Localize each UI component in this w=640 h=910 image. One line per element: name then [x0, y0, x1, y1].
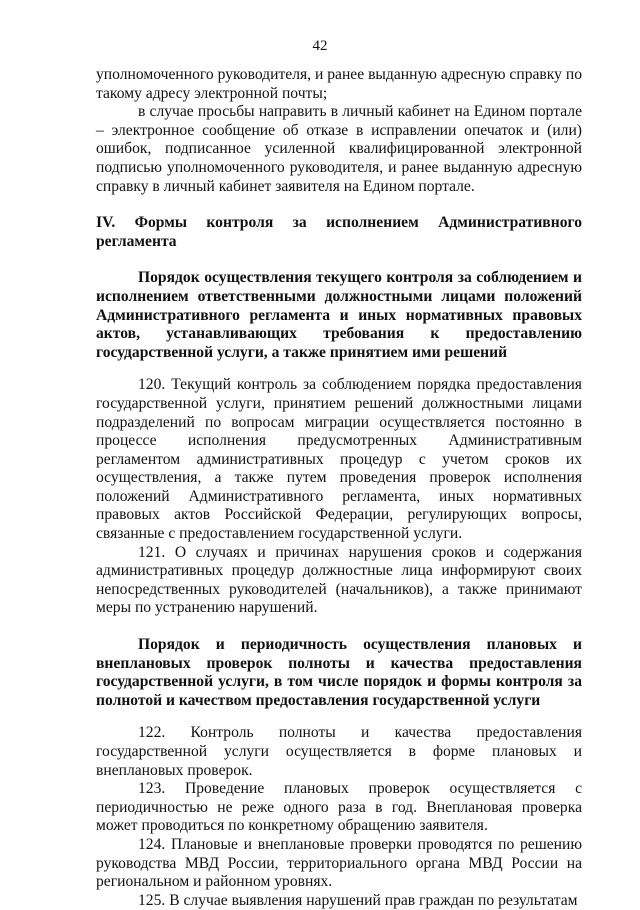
page-number: 42: [312, 38, 328, 54]
paragraph-124: 124. Плановые и внеплановые проверки проводятся по решению руководства МВД России, территориального органа МВД России на региональном и районном уровнях.: [96, 835, 582, 891]
paragraph-121: 121. О случаях и причинах нарушения сроков и содержания административных процедур должностные лица информируют своих непосредственных руководителей (начальников), а также принимают меры по устранению нарушений.: [96, 543, 582, 617]
section-heading-iv: IV. Формы контроля за исполнением Административного регламента: [96, 214, 582, 250]
subheading-current-control: Порядок осуществления текущего контроля за соблюдением и исполнением ответственными должностными лицами положений Административного регламента и иных нормативных правовых актов, устанавливающих требования к предоставлению государственной услуги, а также принятием ими решений: [96, 269, 582, 361]
document-body: [96, 66, 582, 910]
paragraph-120: 120. Текущий контроль за соблюдением порядка предоставления государственной услуги, принятием решений должностными лицами подразделений по вопросам миграции осуществляется постоянно в процессе исполнения предусмотренных Административным регламентом административных процедур с учетом сроков их осуществления, а также путем проведения проверок исполнения положений Административного регламента, иных нормативных правовых актов Российской Федерации, регулирующих вопросы, связанные с предоставлением государственной услуги.: [96, 376, 582, 543]
paragraph-125: 125. В случае выявления нарушений прав граждан по результатам: [138, 891, 578, 909]
subheading-inspections: Порядок и периодичность осуществления плановых и внеплановых проверок полноты и качества предоставления государственной услуги, в том числе порядок и формы контроля за полнотой и качеством предоставления государственной услуги: [96, 636, 582, 709]
paragraph-continuation: уполномоченного руководителя, и ранее выданную адресную справку по такому адресу электронной почты;: [96, 66, 582, 102]
paragraph-portal-request: в случае просьбы направить в личный кабинет на Едином портале – электронное сообщение об отказе в исправлении опечаток и (или) ошибок, подписанное усиленной квалифицированной электронной подписью уполномоченного руководителя, и ранее выданную адресную справку в личный кабинет заявителя на Едином портале.: [96, 103, 582, 195]
paragraph-122: 122. Контроль полноты и качества предоставления государственной услуги осуществляется в форме плановых и внеплановых проверок.: [96, 724, 582, 779]
paragraph-123: 123. Проведение плановых проверок осуществляется с периодичностью не реже одного раза в год. Внеплановая проверка может проводиться по конкретному обращению заявителя.: [96, 780, 582, 835]
